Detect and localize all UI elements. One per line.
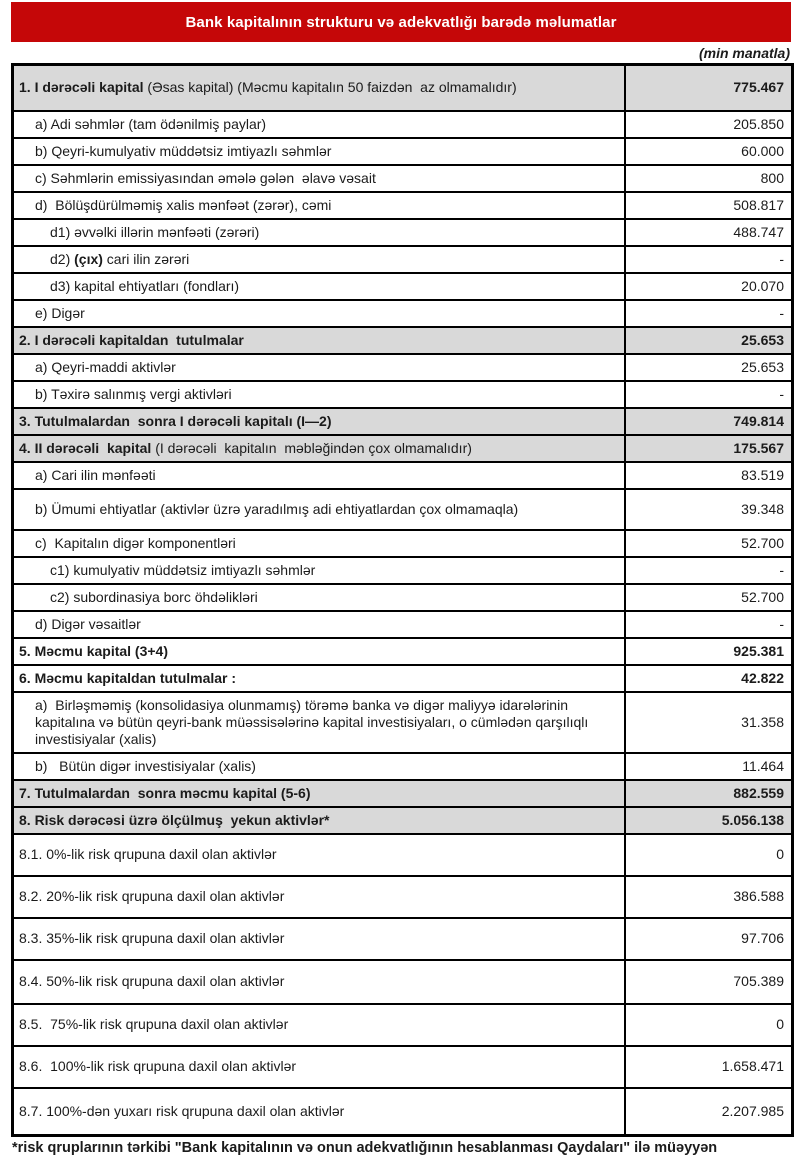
table-row (13, 273, 793, 300)
row-value: 925.381 (625, 638, 793, 665)
row-value: 1.658.471 (625, 1046, 793, 1088)
row-value: - (625, 381, 793, 408)
row-value: 11.464 (625, 753, 793, 780)
row-label-segment: 8.7. 100%-dən yuxarı risk qrupuna daxil olan aktivlər (19, 1102, 345, 1119)
table-row (13, 381, 793, 408)
table-row (13, 192, 793, 219)
row-label-segment: 7. Tutulmalardan sonra məcmu kapital (5-6) (19, 784, 311, 801)
row-value: 882.559 (625, 780, 793, 807)
row-label-segment: (çıx) (74, 250, 103, 267)
row-label (13, 273, 625, 300)
row-value: 60.000 (625, 138, 793, 165)
row-label-segment: 8.1. 0%-lik risk qrupuna daxil olan aktivlər (19, 846, 277, 863)
row-value: 2.207.985 (625, 1088, 793, 1136)
row-label (13, 192, 625, 219)
table-row (13, 557, 793, 584)
row-label-segment: 3. Tutulmalardan sonra I dərəcəli kapitalı (I—2) (19, 412, 332, 429)
table-row (13, 435, 793, 462)
row-label-segment: 8. Risk dərəcəsi üzrə ölçülmuş yekun aktivlər* (19, 811, 330, 828)
row-value: 705.389 (625, 960, 793, 1004)
table-row (13, 611, 793, 638)
row-value: 39.348 (625, 489, 793, 530)
row-label (13, 753, 625, 780)
row-label-segment: 2. I dərəcəli kapitaldan tutulmalar (19, 331, 244, 348)
row-label (13, 489, 625, 530)
row-label (13, 665, 625, 692)
row-label (13, 408, 625, 435)
row-label-segment: cari ilin zərəri (102, 250, 190, 267)
table-row (13, 834, 793, 876)
row-label (13, 435, 625, 462)
row-label-segment: c2) subordinasiya borc öhdəlikləri (50, 588, 258, 605)
row-label (13, 354, 625, 381)
table-row (13, 219, 793, 246)
row-value: 52.700 (625, 584, 793, 611)
row-label (13, 807, 625, 834)
row-label-segment: c) Səhmlərin emissiyasından əmələ gələn əlavə vəsait (35, 169, 376, 186)
row-value: 175.567 (625, 435, 793, 462)
row-label-segment: 8.4. 50%-lik risk qrupuna daxil olan aktivlər (19, 973, 285, 990)
row-label (13, 65, 625, 112)
table-row (13, 111, 793, 138)
row-label-segment: a) Cari ilin mənfəəti (35, 466, 156, 483)
footnote: *risk qruplarının tərkibi "Bank kapitalının və onun adekvatlığının hesablanması Qaydaları" ilə müəyyən (12, 1140, 718, 1156)
row-label-segment: b) Ümumi ehtiyatlar (aktivlər üzrə yaradılmış adi ehtiyatlardan çox olmamaqla) (35, 500, 519, 517)
table-row (13, 65, 793, 112)
row-value: 52.700 (625, 530, 793, 557)
row-label-segment: b) Bütün digər investisiyalar (xalis) (35, 757, 256, 774)
table-row (13, 327, 793, 354)
row-label (13, 692, 625, 753)
row-label (13, 300, 625, 327)
row-value: - (625, 557, 793, 584)
row-value: 775.467 (625, 65, 793, 112)
row-value: 97.706 (625, 918, 793, 960)
row-label-segment: d2) (50, 250, 75, 267)
row-label (13, 1088, 625, 1136)
capital-table (11, 63, 794, 1137)
table-row (13, 960, 793, 1004)
document-page (0, 2, 800, 1156)
row-label (13, 381, 625, 408)
row-value: 508.817 (625, 192, 793, 219)
row-label (13, 246, 625, 273)
table-row (13, 665, 793, 692)
row-label-segment: d3) kapital ehtiyatları (fondları) (50, 277, 240, 294)
row-value: 0 (625, 1004, 793, 1046)
row-label (13, 960, 625, 1004)
table-row (13, 692, 793, 753)
row-label-segment: d) Bölüşdürülməmiş xalis mənfəət (zərər), cəmi (35, 196, 332, 213)
row-label (13, 918, 625, 960)
row-value: 25.653 (625, 354, 793, 381)
table-row (13, 1004, 793, 1046)
row-label (13, 327, 625, 354)
row-value: 800 (625, 165, 793, 192)
row-label-segment: a) Adi səhmlər (tam ödənilmiş paylar) (35, 115, 267, 132)
capital-table-body (13, 65, 793, 1136)
row-value: 5.056.138 (625, 807, 793, 834)
row-label (13, 557, 625, 584)
table-row (13, 462, 793, 489)
row-label-segment: e) Digər (35, 304, 85, 321)
row-label-segment: 8.3. 35%-lik risk qrupuna daxil olan aktivlər (19, 930, 285, 947)
table-row (13, 530, 793, 557)
row-label-segment: d1) əvvəlki illərin mənfəəti (zərəri) (50, 223, 260, 240)
row-value: 25.653 (625, 327, 793, 354)
row-label-segment: c) Kapitalın digər komponentləri (35, 534, 236, 551)
table-row (13, 408, 793, 435)
row-label (13, 219, 625, 246)
table-row (13, 753, 793, 780)
table-row (13, 246, 793, 273)
row-value: 0 (625, 834, 793, 876)
row-label-segment: 8.5. 75%-lik risk qrupuna daxil olan aktivlər (19, 1016, 289, 1033)
table-row (13, 1088, 793, 1136)
row-value: - (625, 246, 793, 273)
row-label (13, 834, 625, 876)
row-value: - (625, 300, 793, 327)
row-label-segment: (I dərəcəli kapitalın məbləğindən çox olmamalıdır) (155, 439, 472, 456)
row-label (13, 584, 625, 611)
page-title: Bank kapitalının strukturu və adekvatlığı barədə məlumatlar (185, 13, 617, 31)
row-value: 386.588 (625, 876, 793, 918)
title-bar (11, 2, 791, 42)
row-label-segment: 5. Məcmu kapital (3+4) (19, 642, 169, 659)
row-label-segment: 1. I dərəcəli kapital (19, 79, 148, 96)
row-label (13, 611, 625, 638)
row-label (13, 876, 625, 918)
table-row (13, 300, 793, 327)
table-row (13, 1046, 793, 1088)
row-label (13, 780, 625, 807)
row-label (13, 111, 625, 138)
row-label-segment: b) Qeyri-kumulyativ müddətsiz imtiyazlı səhmlər (35, 142, 332, 159)
table-row (13, 354, 793, 381)
table-row (13, 489, 793, 530)
row-label-segment: 8.6. 100%-lik risk qrupuna daxil olan aktivlər (19, 1058, 297, 1075)
row-label-segment: 6. Məcmu kapitaldan tutulmalar : (19, 669, 237, 686)
row-label (13, 165, 625, 192)
row-label-segment: 8.2. 20%-lik risk qrupuna daxil olan aktivlər (19, 888, 285, 905)
row-label (13, 138, 625, 165)
table-row (13, 584, 793, 611)
row-label (13, 530, 625, 557)
row-label-segment: d) Digər vəsaitlər (35, 615, 141, 632)
table-row (13, 918, 793, 960)
row-value: 42.822 (625, 665, 793, 692)
row-value: 749.814 (625, 408, 793, 435)
row-label-segment: a) Qeyri-maddi aktivlər (35, 358, 176, 375)
row-label-segment: (Əsas kapital) (Məcmu kapitalın 50 faizdən az olmamalıdır) (147, 79, 517, 96)
table-row (13, 876, 793, 918)
units-note: (min manatla) (698, 45, 790, 61)
table-row (13, 807, 793, 834)
row-label-segment: c1) kumulyativ müddətsiz imtiyazlı səhmlər (50, 561, 316, 578)
table-row (13, 638, 793, 665)
row-label-segment: a) Birləşməmiş (konsolidasiya olunmamış) törəmə banka və digər maliyyə idarələrinin kapitalına və bütün qeyri-bank müəssisələrinə kapital investisiyaları, o cümlədən qarşılıqlı investisiyalar (xalis) (35, 696, 593, 748)
table-row (13, 138, 793, 165)
row-label-segment: 4. II dərəcəli kapital (19, 439, 156, 456)
row-value: 20.070 (625, 273, 793, 300)
row-value: 31.358 (625, 692, 793, 753)
row-label (13, 462, 625, 489)
row-label (13, 638, 625, 665)
table-row (13, 165, 793, 192)
row-label (13, 1046, 625, 1088)
row-value: 83.519 (625, 462, 793, 489)
row-value: 488.747 (625, 219, 793, 246)
table-row (13, 780, 793, 807)
row-value: 205.850 (625, 111, 793, 138)
row-label (13, 1004, 625, 1046)
row-label-segment: b) Təxirə salınmış vergi aktivləri (35, 385, 232, 402)
row-value: - (625, 611, 793, 638)
